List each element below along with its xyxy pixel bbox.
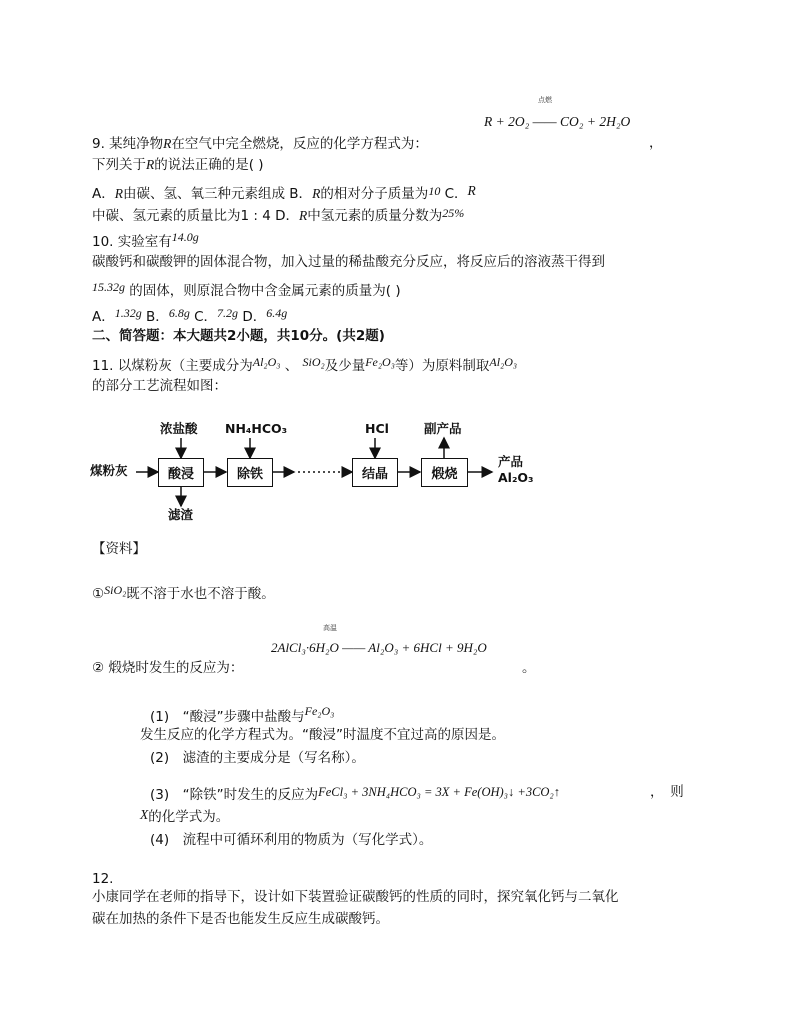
flow-residue-label: 滤渣 bbox=[168, 507, 194, 522]
q11-sub4: (4) 流程中可循环利用的物质为（写化学式）。 bbox=[150, 832, 433, 848]
q9-line1: 9. 某纯净物R在空气中完全燃烧，反应的化学方程式为： bbox=[92, 136, 428, 152]
q11-sub2: (2) 滤渣的主要成分是（写名称）。 bbox=[150, 750, 365, 766]
q12-number: 12. bbox=[92, 871, 114, 887]
q10-line2: 碳酸钙和碳酸钾的固体混合物，加入过量的稀盐酸充分反应，将反应后的溶液蒸干得到 bbox=[92, 254, 605, 270]
q11-info2-equation: 2AlCl₃·6H₂O —— Al₂O₃ + 6HCl + 9H₂O bbox=[271, 640, 487, 655]
q11-info2-condition: 高温 bbox=[323, 624, 337, 632]
q9-comma: ， bbox=[649, 135, 663, 151]
flow-reagent3-label: HCl bbox=[365, 421, 389, 436]
q11-info1: ①SiO₂既不溶于水也不溶于酸。 bbox=[92, 583, 275, 602]
flow-step-iron-removal: 除铁 bbox=[227, 458, 273, 487]
flow-step-acid-leach: 酸浸 bbox=[158, 458, 204, 487]
q11-sub3-then: ， 则 bbox=[650, 784, 684, 800]
q11-sub3-line1: (3) “除铁”时发生的反应为FeCl₃ + 3NH₄HCO₃ = 3X + Fe(OH)₃↓ +3CO₂↑ bbox=[150, 785, 561, 803]
flow-reagent1-label: 浓盐酸 bbox=[160, 421, 198, 436]
q10-line1: 10. 实验室有14.0g bbox=[92, 230, 199, 250]
flow-step-crystallize: 结晶 bbox=[352, 458, 398, 487]
q11-sub3-line2: X的化学式为。 bbox=[140, 807, 230, 825]
flow-product-label: 产品 bbox=[498, 454, 524, 469]
q11-info-title: 【资料】 bbox=[92, 541, 146, 557]
q9-options-row2: 中碳、氢元素的质量比为1 : 4 D．R中氢元素的质量分数为25% bbox=[92, 206, 465, 224]
q11-sub1-line2: 发生反应的化学方程式为。“酸浸”时温度不宜过高的原因是。 bbox=[140, 727, 505, 743]
q9-options-row1: A．R由碳、氢、氧三种元素组成 B．R的相对分子质量为10 C．R bbox=[92, 183, 476, 202]
var-r: R bbox=[163, 136, 172, 151]
flow-step-calcine: 煅烧 bbox=[421, 458, 468, 487]
q12-line1: 小康同学在老师的指导下，设计如下装置验证碳酸钙的性质的同时，探究氧化钙与二氧化 bbox=[92, 889, 619, 905]
q9-equation: R + 2O₂ —— CO₂ + 2H₂O bbox=[484, 114, 631, 129]
flow-input-label: 煤粉灰 bbox=[90, 463, 128, 478]
flow-byproduct-label: 副产品 bbox=[424, 421, 462, 436]
q12-line2: 碳在加热的条件下是否也能发生反应生成碳酸钙。 bbox=[92, 911, 389, 927]
flow-product-formula: Al₂O₃ bbox=[498, 470, 534, 485]
q10-line3: 15.32g 的固体，则原混合物中含金属元素的质量为( ) bbox=[92, 280, 401, 299]
q11-info2-period: 。 bbox=[522, 660, 536, 676]
flow-reagent2-label: NH₄HCO₃ bbox=[225, 421, 288, 436]
q9-line2: 下列关于R的说法正确的是( ) bbox=[92, 157, 264, 173]
section2-title: 二、简答题：本大题共2小题，共10分。(共2题) bbox=[92, 328, 385, 344]
q11-info2: ② 煅烧时发生的反应为： bbox=[92, 660, 244, 676]
q11-line2: 的部分工艺流程如图： bbox=[92, 378, 227, 394]
q10-options: A．1.32g B．6.8g C．7.2g D．6.4g bbox=[92, 306, 288, 325]
q11-line1: 11. 以煤粉灰（主要成分为Al₂O₃ 、 SiO₂及少量Fe₂O₃等）为原料制取Al₂O₃ bbox=[92, 355, 518, 374]
q9-equation-condition: 点燃 bbox=[538, 96, 552, 104]
q11-sub1-line1: (1) “酸浸”步骤中盐酸与Fe₂O₃ bbox=[150, 704, 335, 725]
process-flow-diagram bbox=[90, 418, 550, 528]
